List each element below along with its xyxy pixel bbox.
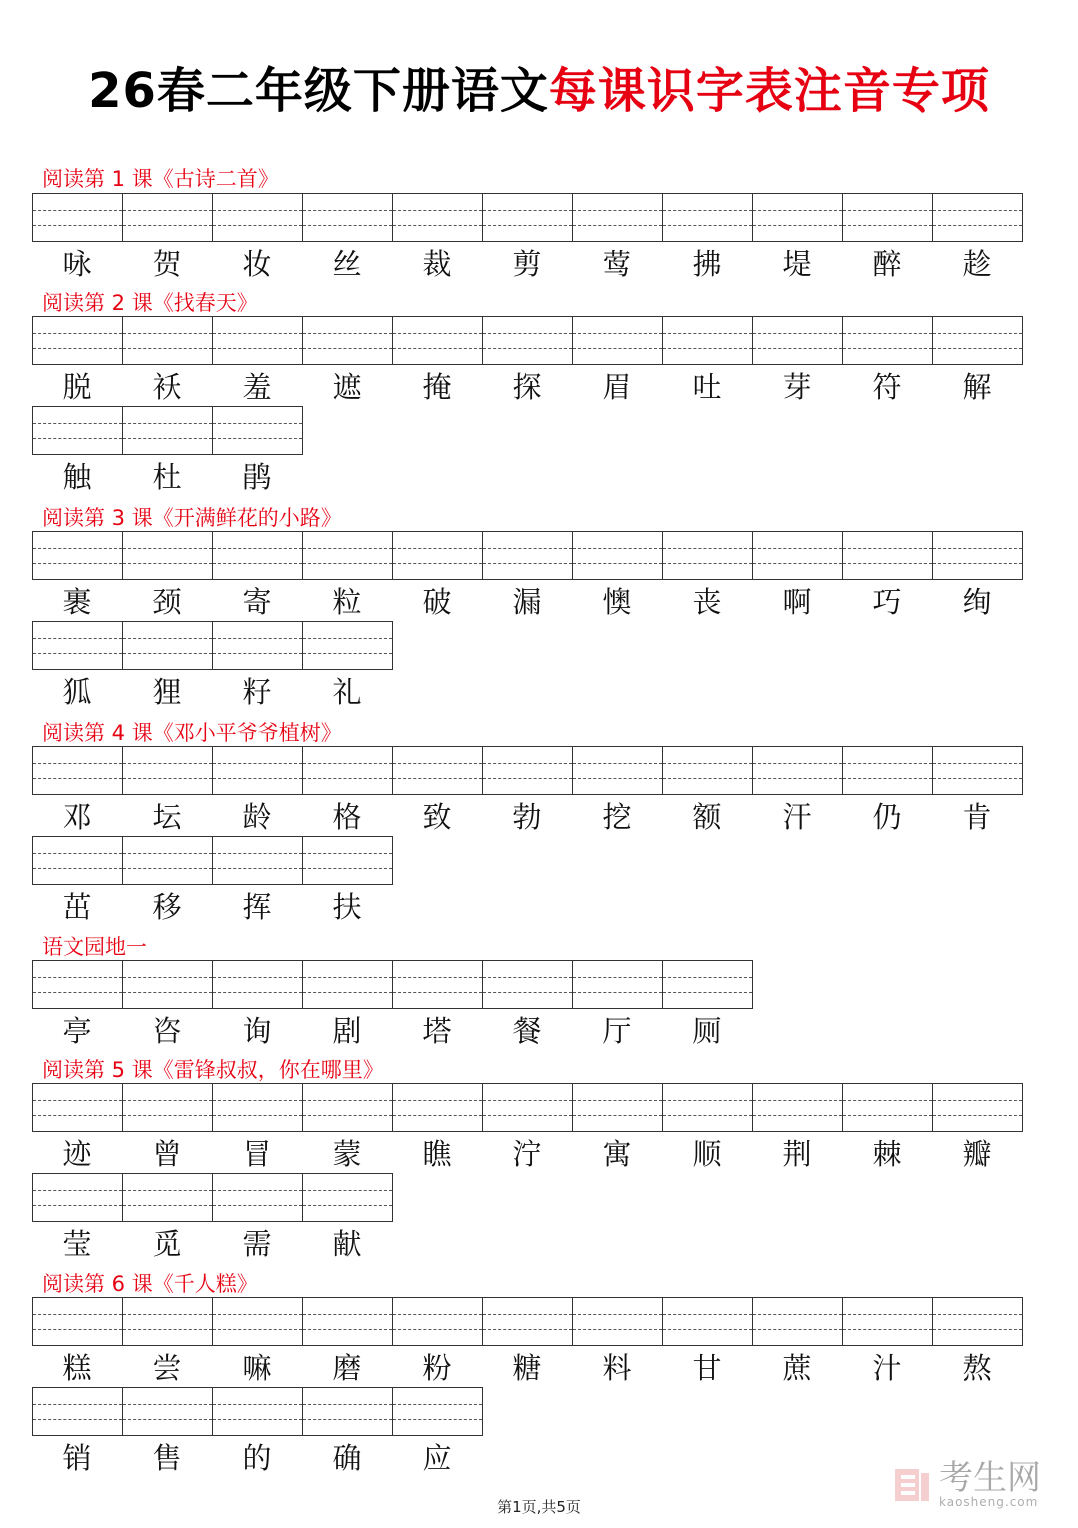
pinyin-writing-cell[interactable] <box>662 1083 753 1132</box>
pinyin-grid-row <box>32 531 1022 580</box>
pinyin-writing-cell[interactable] <box>932 1083 1023 1132</box>
pinyin-writing-cell[interactable] <box>212 836 303 885</box>
hanzi-character: 瞧 <box>422 1137 452 1171</box>
hanzi-character: 符 <box>872 370 902 404</box>
hanzi-character: 遮 <box>332 370 362 404</box>
pinyin-writing-cell[interactable] <box>122 316 213 365</box>
pinyin-writing-cell[interactable] <box>842 1297 933 1346</box>
pinyin-writing-cell[interactable] <box>932 193 1023 242</box>
hanzi-character: 莹 <box>62 1227 92 1261</box>
pinyin-writing-cell[interactable] <box>212 1083 303 1132</box>
hanzi-character: 茁 <box>62 890 92 924</box>
pinyin-writing-cell[interactable] <box>122 836 213 885</box>
pinyin-grid-row <box>32 1297 1022 1346</box>
hanzi-character: 冒 <box>242 1137 272 1171</box>
watermark-sub: kaosheng.com <box>939 1495 1039 1509</box>
hanzi-character: 袄 <box>152 370 182 404</box>
hanzi-character: 料 <box>602 1351 632 1385</box>
pinyin-writing-cell[interactable] <box>662 1297 753 1346</box>
pinyin-writing-cell[interactable] <box>572 960 663 1009</box>
pinyin-writing-cell[interactable] <box>662 316 753 365</box>
hanzi-character: 寄 <box>242 585 272 619</box>
pinyin-writing-cell[interactable] <box>212 531 303 580</box>
pinyin-writing-cell[interactable] <box>572 193 663 242</box>
pinyin-writing-cell[interactable] <box>392 1297 483 1346</box>
hanzi-character: 巧 <box>872 585 902 619</box>
hanzi-character: 挥 <box>242 890 272 924</box>
pinyin-writing-cell[interactable] <box>662 960 753 1009</box>
hanzi-character: 汁 <box>872 1351 902 1385</box>
pinyin-grid-row <box>32 836 392 885</box>
hanzi-character: 礼 <box>332 675 362 709</box>
hanzi-character: 荆 <box>782 1137 812 1171</box>
character-row <box>32 799 1022 835</box>
pinyin-writing-cell[interactable] <box>482 960 573 1009</box>
pinyin-writing-cell[interactable] <box>212 193 303 242</box>
pinyin-writing-cell[interactable] <box>122 1083 213 1132</box>
hanzi-character: 迹 <box>62 1137 92 1171</box>
hanzi-character: 厅 <box>602 1014 632 1048</box>
hanzi-character: 蔗 <box>782 1351 812 1385</box>
hanzi-character: 邓 <box>62 800 92 834</box>
hanzi-character: 售 <box>152 1441 182 1475</box>
hanzi-character: 销 <box>62 1441 92 1475</box>
pinyin-grid-row <box>32 1173 392 1222</box>
hanzi-character: 籽 <box>242 675 272 709</box>
pinyin-writing-cell[interactable] <box>122 193 213 242</box>
pinyin-writing-cell[interactable] <box>392 193 483 242</box>
pinyin-writing-cell[interactable] <box>932 1297 1023 1346</box>
pinyin-writing-cell[interactable] <box>572 316 663 365</box>
hanzi-character: 漏 <box>512 585 542 619</box>
pinyin-writing-cell[interactable] <box>32 193 123 242</box>
pinyin-writing-cell[interactable] <box>122 1297 213 1346</box>
pinyin-grid-row <box>32 746 1022 795</box>
character-row <box>32 1013 752 1049</box>
hanzi-character: 解 <box>962 370 992 404</box>
pinyin-writing-cell[interactable] <box>392 1083 483 1132</box>
hanzi-character: 啊 <box>782 585 812 619</box>
hanzi-character: 需 <box>242 1227 272 1261</box>
pinyin-writing-cell[interactable] <box>842 531 933 580</box>
pinyin-writing-cell[interactable] <box>32 746 123 795</box>
hanzi-character: 勃 <box>512 800 542 834</box>
pinyin-writing-cell[interactable] <box>212 406 303 455</box>
character-row <box>32 459 302 495</box>
hanzi-character: 贺 <box>152 247 182 281</box>
pinyin-writing-cell[interactable] <box>302 531 393 580</box>
hanzi-character: 致 <box>422 800 452 834</box>
pinyin-writing-cell[interactable] <box>32 1387 123 1436</box>
pinyin-writing-cell[interactable] <box>482 1297 573 1346</box>
hanzi-character: 仍 <box>872 800 902 834</box>
pinyin-writing-cell[interactable] <box>122 406 213 455</box>
hanzi-character: 探 <box>512 370 542 404</box>
pinyin-writing-cell[interactable] <box>752 1297 843 1346</box>
lesson-header: 阅读第 3 课《开满鲜花的小路》 <box>42 506 342 530</box>
hanzi-character: 曾 <box>152 1137 182 1171</box>
pinyin-writing-cell[interactable] <box>212 1387 303 1436</box>
pinyin-writing-cell[interactable] <box>752 746 843 795</box>
title-black: 26春二年级下册语文 <box>88 63 549 119</box>
lesson-header: 阅读第 1 课《古诗二首》 <box>42 167 279 191</box>
hanzi-character: 颈 <box>152 585 182 619</box>
hanzi-character: 献 <box>332 1227 362 1261</box>
hanzi-character: 杜 <box>152 460 182 494</box>
hanzi-character: 的 <box>242 1441 272 1475</box>
pinyin-writing-cell[interactable] <box>482 1083 573 1132</box>
hanzi-character: 掩 <box>422 370 452 404</box>
character-row <box>32 1350 1022 1386</box>
hanzi-character: 移 <box>152 890 182 924</box>
pinyin-writing-cell[interactable] <box>482 531 573 580</box>
pinyin-writing-cell[interactable] <box>32 836 123 885</box>
hanzi-character: 眉 <box>602 370 632 404</box>
pinyin-writing-cell[interactable] <box>572 746 663 795</box>
character-row <box>32 1226 392 1262</box>
hanzi-character: 鹃 <box>242 460 272 494</box>
pinyin-writing-cell[interactable] <box>122 746 213 795</box>
pinyin-grid-row <box>32 1083 1022 1132</box>
hanzi-character: 餐 <box>512 1014 542 1048</box>
hanzi-character: 剪 <box>512 247 542 281</box>
hanzi-character: 汗 <box>782 800 812 834</box>
hanzi-character: 芽 <box>782 370 812 404</box>
hanzi-character: 磨 <box>332 1351 362 1385</box>
pinyin-writing-cell[interactable] <box>662 746 753 795</box>
pinyin-writing-cell[interactable] <box>932 316 1023 365</box>
pinyin-writing-cell[interactable] <box>392 746 483 795</box>
pinyin-writing-cell[interactable] <box>212 960 303 1009</box>
pinyin-writing-cell[interactable] <box>32 406 123 455</box>
hanzi-character: 瓣 <box>962 1137 992 1171</box>
pinyin-writing-cell[interactable] <box>842 746 933 795</box>
character-row <box>32 674 392 710</box>
pinyin-writing-cell[interactable] <box>482 316 573 365</box>
hanzi-character: 狐 <box>62 675 92 709</box>
hanzi-character: 醉 <box>872 247 902 281</box>
pinyin-writing-cell[interactable] <box>302 193 393 242</box>
pinyin-writing-cell[interactable] <box>842 316 933 365</box>
pinyin-writing-cell[interactable] <box>662 531 753 580</box>
hanzi-character: 嘛 <box>242 1351 272 1385</box>
hanzi-character: 丧 <box>692 585 722 619</box>
hanzi-character: 狸 <box>152 675 182 709</box>
hanzi-character: 厕 <box>692 1014 722 1048</box>
hanzi-character: 咨 <box>152 1014 182 1048</box>
pinyin-writing-cell[interactable] <box>572 531 663 580</box>
hanzi-character: 肯 <box>962 800 992 834</box>
character-row <box>32 246 1022 282</box>
pinyin-writing-cell[interactable] <box>302 1173 393 1222</box>
hanzi-character: 绚 <box>962 585 992 619</box>
pinyin-writing-cell[interactable] <box>392 531 483 580</box>
pinyin-writing-cell[interactable] <box>212 1297 303 1346</box>
lesson-header: 阅读第 2 课《找春天》 <box>42 291 258 315</box>
hanzi-character: 触 <box>62 460 92 494</box>
pinyin-writing-cell[interactable] <box>932 531 1023 580</box>
lesson-header: 阅读第 6 课《千人糕》 <box>42 1272 258 1296</box>
hanzi-character: 糕 <box>62 1351 92 1385</box>
hanzi-character: 糖 <box>512 1351 542 1385</box>
hanzi-character: 棘 <box>872 1137 902 1171</box>
kaosheng-logo-icon <box>893 1465 933 1505</box>
hanzi-character: 坛 <box>152 800 182 834</box>
pinyin-grid-row <box>32 960 752 1009</box>
hanzi-character: 挖 <box>602 800 632 834</box>
pinyin-grid-row <box>32 621 392 670</box>
pinyin-writing-cell[interactable] <box>482 193 573 242</box>
pinyin-writing-cell[interactable] <box>752 1083 843 1132</box>
pinyin-writing-cell[interactable] <box>302 836 393 885</box>
hanzi-character: 丝 <box>332 247 362 281</box>
hanzi-character: 觅 <box>152 1227 182 1261</box>
hanzi-character: 龄 <box>242 800 272 834</box>
hanzi-character: 亭 <box>62 1014 92 1048</box>
hanzi-character: 顺 <box>692 1137 722 1171</box>
pinyin-writing-cell[interactable] <box>752 316 843 365</box>
pinyin-writing-cell[interactable] <box>932 746 1023 795</box>
hanzi-character: 趁 <box>962 247 992 281</box>
pinyin-writing-cell[interactable] <box>32 1083 123 1132</box>
character-row <box>32 584 1022 620</box>
pinyin-writing-cell[interactable] <box>32 531 123 580</box>
hanzi-character: 拂 <box>692 247 722 281</box>
pinyin-writing-cell[interactable] <box>122 1387 213 1436</box>
pinyin-writing-cell[interactable] <box>302 1297 393 1346</box>
pinyin-writing-cell[interactable] <box>32 960 123 1009</box>
hanzi-character: 粒 <box>332 585 362 619</box>
hanzi-character: 确 <box>332 1441 362 1475</box>
hanzi-character: 塔 <box>422 1014 452 1048</box>
title-red: 每课识字表注音专项 <box>548 63 990 119</box>
hanzi-character: 尝 <box>152 1351 182 1385</box>
hanzi-character: 妆 <box>242 247 272 281</box>
pinyin-writing-cell[interactable] <box>122 1173 213 1222</box>
hanzi-character: 应 <box>422 1441 452 1475</box>
pinyin-writing-cell[interactable] <box>392 1387 483 1436</box>
hanzi-character: 吐 <box>692 370 722 404</box>
lesson-header: 阅读第 4 课《邓小平爷爷植树》 <box>42 721 342 745</box>
pinyin-writing-cell[interactable] <box>572 1297 663 1346</box>
pinyin-writing-cell[interactable] <box>662 193 753 242</box>
pinyin-writing-cell[interactable] <box>32 316 123 365</box>
pinyin-writing-cell[interactable] <box>122 960 213 1009</box>
hanzi-character: 熬 <box>962 1351 992 1385</box>
pinyin-writing-cell[interactable] <box>392 316 483 365</box>
pinyin-grid-row <box>32 406 302 455</box>
hanzi-character: 懊 <box>602 585 632 619</box>
character-row <box>32 1136 1022 1172</box>
pinyin-writing-cell[interactable] <box>302 746 393 795</box>
lesson-header: 语文园地一 <box>42 935 147 959</box>
hanzi-character: 裹 <box>62 585 92 619</box>
character-row <box>32 369 1022 405</box>
pinyin-writing-cell[interactable] <box>122 531 213 580</box>
hanzi-character: 格 <box>332 800 362 834</box>
hanzi-character: 脱 <box>62 370 92 404</box>
pinyin-writing-cell[interactable] <box>212 746 303 795</box>
hanzi-character: 甘 <box>692 1351 722 1385</box>
watermark-text: 考生网 <box>939 1458 1041 1498</box>
pinyin-writing-cell[interactable] <box>302 960 393 1009</box>
pinyin-writing-cell[interactable] <box>302 1387 393 1436</box>
hanzi-character: 裁 <box>422 247 452 281</box>
lesson-header: 阅读第 5 课《雷锋叔叔，你在哪里》 <box>42 1058 384 1082</box>
hanzi-character: 蒙 <box>332 1137 362 1171</box>
pinyin-writing-cell[interactable] <box>212 621 303 670</box>
page-title <box>0 52 1078 121</box>
pinyin-writing-cell[interactable] <box>32 1173 123 1222</box>
watermark <box>893 1455 1063 1515</box>
pinyin-writing-cell[interactable] <box>482 746 573 795</box>
hanzi-character: 堤 <box>782 247 812 281</box>
pinyin-writing-cell[interactable] <box>32 1297 123 1346</box>
pinyin-writing-cell[interactable] <box>302 621 393 670</box>
pinyin-writing-cell[interactable] <box>212 316 303 365</box>
pinyin-writing-cell[interactable] <box>392 960 483 1009</box>
character-row <box>32 889 392 925</box>
pinyin-writing-cell[interactable] <box>572 1083 663 1132</box>
hanzi-character: 寓 <box>602 1137 632 1171</box>
hanzi-character: 莺 <box>602 247 632 281</box>
hanzi-character: 扶 <box>332 890 362 924</box>
pinyin-writing-cell[interactable] <box>122 621 213 670</box>
pinyin-grid-row <box>32 1387 482 1436</box>
pinyin-writing-cell[interactable] <box>302 1083 393 1132</box>
pinyin-writing-cell[interactable] <box>842 193 933 242</box>
hanzi-character: 破 <box>422 585 452 619</box>
pinyin-writing-cell[interactable] <box>752 193 843 242</box>
pinyin-writing-cell[interactable] <box>212 1173 303 1222</box>
character-row <box>32 1440 482 1476</box>
hanzi-character: 羞 <box>242 370 272 404</box>
hanzi-character: 泞 <box>512 1137 542 1171</box>
pinyin-grid-row <box>32 193 1022 242</box>
hanzi-character: 咏 <box>62 247 92 281</box>
hanzi-character: 询 <box>242 1014 272 1048</box>
page-number: 第1页,共5页 <box>497 1498 581 1516</box>
hanzi-character: 剧 <box>332 1014 362 1048</box>
pinyin-writing-cell[interactable] <box>32 621 123 670</box>
hanzi-character: 粉 <box>422 1351 452 1385</box>
pinyin-writing-cell[interactable] <box>302 316 393 365</box>
hanzi-character: 额 <box>692 800 722 834</box>
pinyin-writing-cell[interactable] <box>842 1083 933 1132</box>
pinyin-grid-row <box>32 316 1022 365</box>
pinyin-writing-cell[interactable] <box>752 531 843 580</box>
